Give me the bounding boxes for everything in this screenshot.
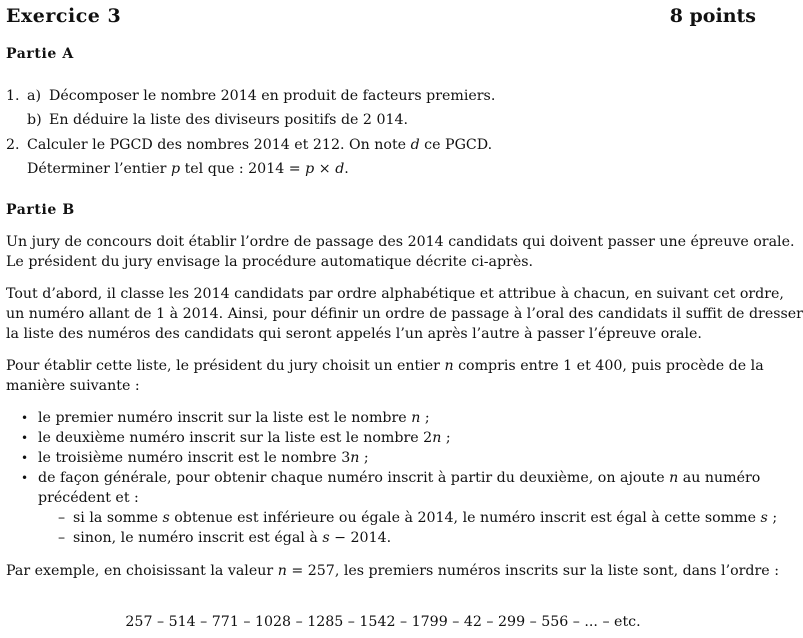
question-1a-text: Décomposer le nombre 2014 en produit de facteurs premiers.: [49, 88, 496, 104]
question-2-line-1: Calculer le PGCD des nombres 2014 et 212. On note d ce PGCD.: [27, 137, 493, 153]
part-a-heading: Partie A: [6, 46, 74, 62]
example-paragraph: Par exemple, en choisissant la valeur n = 257, les premiers numéros inscrits sur la liste sont, dans l’ordre :: [6, 563, 779, 579]
paragraph-2-line-2: un numéro allant de 1 à 2014. Ainsi, pour définir un ordre de passage à l’oral des candidats il suffit de dresser: [6, 306, 803, 322]
question-1b-text: En déduire la liste des diviseurs positifs de 2 014.: [49, 112, 409, 128]
example-sequence: 257 – 514 – 771 – 1028 – 1285 – 1542 – 1799 – 42 – 299 – 556 – ... – etc.: [125, 614, 641, 630]
bullet-4-line-1: de façon générale, pour obtenir chaque numéro inscrit à partir du deuxième, on ajoute n au numéro: [38, 470, 761, 486]
exercise-title: Exercice 3: [6, 5, 122, 27]
paragraph-2-line-3: la liste des numéros des candidats qui seront appelés l’un après l’autre à passer l’épreuve orale.: [6, 326, 702, 342]
bullet-1-text: le premier numéro inscrit sur la liste est le nombre n ;: [38, 410, 430, 426]
bullet-2-marker: •: [21, 431, 29, 445]
question-2-number: 2.: [6, 137, 20, 153]
dash-1-text: si la somme s obtenue est inférieure ou égale à 2014, le numéro inscrit est égal à cette somme s ;: [73, 510, 778, 526]
paragraph-3-line-2: manière suivante :: [6, 378, 140, 394]
bullet-2-text: le deuxième numéro inscrit sur la liste est le nombre 2n ;: [38, 430, 451, 446]
dash-2-marker: –: [58, 530, 66, 546]
bullet-3-marker: •: [21, 451, 29, 465]
paragraph-2-line-1: Tout d’abord, il classe les 2014 candidats par ordre alphabétique et attribue à chacun, en suivant cet ordre,: [6, 286, 784, 302]
paragraph-1-line-1: Un jury de concours doit établir l’ordre de passage des 2014 candidats qui doivent passer une épreuve orale.: [6, 234, 795, 250]
bullet-1-marker: •: [21, 411, 29, 425]
question-1a-label: a): [27, 88, 41, 104]
question-1-number: 1.: [6, 88, 20, 104]
exercise-points: 8 points: [669, 5, 756, 27]
paragraph-1-line-2: Le président du jury envisage la procédure automatique décrite ci-après.: [6, 254, 534, 270]
paragraph-3-line-1: Pour établir cette liste, le président du jury choisit un entier n compris entre 1 et 400, puis procède de la: [6, 358, 764, 374]
dash-1-marker: –: [58, 510, 66, 526]
part-b-heading: Partie B: [6, 202, 75, 218]
question-1b-label: b): [27, 112, 42, 128]
question-2-line-2: Déterminer l’entier p tel que : 2014 = p × d.: [27, 161, 349, 177]
dash-2-text: sinon, le numéro inscrit est égal à s − 2014.: [73, 530, 392, 546]
bullet-3-text: le troisième numéro inscrit est le nombre 3n ;: [38, 450, 369, 466]
bullet-4-marker: •: [21, 471, 29, 485]
bullet-4-line-2: précédent et :: [38, 490, 139, 506]
